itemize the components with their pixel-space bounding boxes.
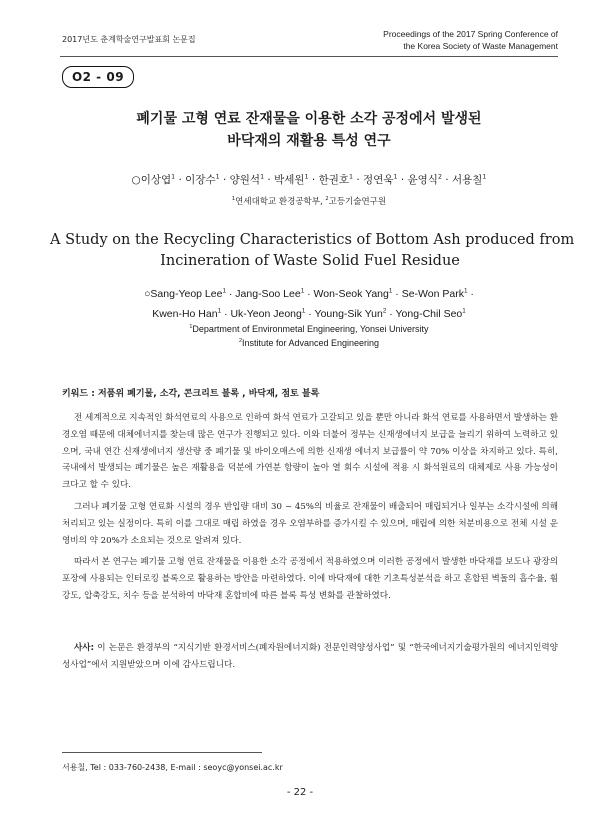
- korean-author-sup: 1: [171, 173, 176, 181]
- english-title: [50, 230, 575, 272]
- english-author-name: Se-Won Park: [401, 288, 464, 300]
- english-author-name: Won-Seok Yang: [313, 288, 389, 300]
- author-separator: ·: [308, 174, 319, 186]
- author-separator: ·: [175, 174, 186, 186]
- acknowledgement-label: 사사:: [74, 643, 95, 653]
- korean-authors: [60, 172, 558, 187]
- korean-author-name: 박세원: [274, 174, 305, 186]
- korean-author-name: 정연욱: [363, 174, 394, 186]
- english-authors-line2: [60, 304, 558, 324]
- english-title-line2: Incineration of Waste Solid Fuel Residue: [160, 253, 460, 269]
- english-author-sup: 1: [301, 307, 306, 315]
- korean-title-line2: 바닥재의 재활용 특성 연구: [227, 133, 391, 149]
- korean-author-sup: 1: [215, 173, 220, 181]
- korean-author-sup: 1: [393, 173, 398, 181]
- author-separator: ·: [386, 308, 396, 320]
- author-separator: ·: [264, 174, 275, 186]
- korean-affil1: 연세대학교 환경공학부,: [235, 197, 326, 207]
- korean-author-sup: 1: [349, 173, 354, 181]
- english-affil2: Institute for Advanced Engineering: [241, 338, 380, 348]
- english-affil1-sup: 1: [189, 324, 193, 330]
- english-title-line1: A Study on the Recycling Characteristics of Bottom Ash produced from: [50, 232, 575, 248]
- english-affiliations: [60, 322, 558, 350]
- running-header-right-line2: the Korea Society of Waste Management: [403, 41, 558, 51]
- english-author-name: Kwen-Ho Han: [152, 308, 218, 320]
- body-paragraph-1: 전 세계적으로 지속적인 화석연료의 사용으로 인하여 화석 연료가 고갈되고 있을 뿐만 아니라 화석 연료를 사용하면서 발생하는 환경오염 때문에 대체에너지를 찾는데 많은 연구가 진행되고 있다. 이와 더불어 정부는 신재생에너지 보급을 늘리기 위하여 노력하고 있으며, 국내 연간 신재생에너지 생산량 중 폐기물 및 바이오매스에 의한 신재생 에너지 보급률이 약 70% 이상을 차지하고 있다. 특히, 국내에서 발생되는 폐기물은 높은 재활용을 덕분에 가연분 함량이 높아 열 회수 시설에 적용 시 화석원료의 대체제로 사용 가능성이 크다고 할 수 있다.: [62, 413, 558, 491]
- acknowledgement: [62, 640, 558, 674]
- author-separator: ·: [353, 174, 364, 186]
- english-affil1: Department of Environmetal Engineering, Yonsei University: [192, 324, 429, 334]
- english-affil2-sup: 2: [238, 338, 242, 344]
- korean-author-name: ○이상엽: [131, 174, 172, 186]
- acknowledgement-text: 이 논문은 환경부의 “지식기반 환경서비스(폐자원에너지화) 전문인력양성사업” 및 “한국에너지기술평가원의 에너지인력양성사업”에서 지원받았으며 이에 감사드립니다.: [62, 643, 558, 670]
- keywords: 키워드 : 저품위 폐기물, 소각, 콘크리트 블록 , 바닥재, 점토 블록: [62, 389, 320, 399]
- english-author-sup: 1: [388, 287, 393, 295]
- session-badge: O2 - 09: [62, 66, 134, 88]
- english-author-name: Young-Sik Yun: [314, 308, 383, 320]
- author-separator: ·: [305, 308, 315, 320]
- korean-author-name: 서용칠: [451, 174, 483, 186]
- author-separator: ·: [392, 288, 402, 300]
- author-separator: ·: [467, 288, 474, 300]
- header-rule: [60, 56, 558, 57]
- corresponding-author-footnote: 서용칠, Tel : 033-760-2438, E-mail : seoyc@yonsei.ac.kr: [62, 763, 283, 772]
- english-author-sup: 1: [222, 287, 226, 295]
- korean-author-name: 한권호: [318, 174, 350, 186]
- author-separator: ·: [225, 288, 236, 300]
- author-separator: ·: [397, 174, 408, 186]
- korean-author-sup: 1: [482, 173, 487, 181]
- korean-author-name: 이장수: [185, 174, 216, 186]
- korean-author-sup: 2: [437, 173, 442, 181]
- page-number: - 22 -: [286, 787, 314, 798]
- body-paragraph-2: 그러나 폐기물 고형 연료화 시설의 경우 반입량 대비 30 ~ 45%의 비율로 잔재물이 배출되어 매립되거나 일부는 소각시설에 의해 처리되고 있는 실정이다. 특히 이를 그대로 매립 하였을 경우 오염부하를 증가시킬 수 있으며, 매립에 의한 처분비용으로 전체 시설 운영비의 약 20%가 소요되는 것으로 알려져 있다.: [62, 501, 558, 546]
- english-authors-line1: [60, 284, 558, 304]
- english-author-name: Yong-Chil Seo: [395, 308, 463, 320]
- english-authors: [60, 284, 558, 324]
- english-author-sup: 1: [463, 287, 468, 295]
- english-author-sup: 1: [217, 307, 222, 315]
- english-author-name: ○Sang-Yeop Lee: [144, 288, 223, 300]
- author-separator: ·: [441, 174, 452, 186]
- english-affil1-row: [60, 322, 558, 336]
- korean-affil1-sup: 1: [231, 196, 236, 203]
- english-author-sup: 2: [382, 307, 387, 315]
- korean-author-name: 윤영식: [407, 174, 438, 186]
- korean-title-line1: 폐기물 고형 연료 잔재물을 이용한 소각 공정에서 발생된: [136, 111, 482, 127]
- body-text: [62, 410, 558, 610]
- footnote-rule: [62, 752, 262, 753]
- korean-title: [60, 108, 558, 152]
- english-author-name: Uk-Yeon Jeong: [230, 308, 302, 320]
- english-author-name: Jang-Soo Lee: [235, 288, 301, 300]
- english-author-sup: 1: [462, 307, 466, 315]
- korean-author-sup: 1: [260, 173, 265, 181]
- korean-author-name: 양원석: [229, 174, 261, 186]
- korean-author-sup: 1: [304, 173, 309, 181]
- english-affil2-row: [60, 336, 558, 350]
- korean-affil2-sup: 2: [325, 196, 329, 203]
- author-separator: ·: [221, 308, 231, 320]
- running-header-right: [383, 28, 558, 52]
- running-header-right-line1: Proceedings of the 2017 Spring Conference of: [383, 29, 558, 39]
- korean-affil2: 고등기술연구원: [328, 197, 387, 207]
- author-separator: ·: [304, 288, 314, 300]
- body-paragraph-3: 따라서 본 연구는 폐기물 고형 연료 잔재물을 이용한 소각 공정에서 적용하였으며 이러한 공정에서 발생한 바닥재를 보도나 광장의 포장에 사용되는 인터로킹 블록으로 활용하는 방안을 마련하였다. 이에 바닥재에 대한 기초특성분석을 하고 혼합된 벽돌의 흡수율, 휨강도, 압축강도, 치수 등을 분석하여 바닥재 혼합비에 따른 블록 특성 변화를 관찰하였다.: [62, 557, 558, 601]
- author-separator: ·: [219, 174, 230, 186]
- running-header-left: 2017년도 춘계학술연구발표회 논문집: [62, 35, 196, 44]
- english-author-sup: 1: [300, 287, 305, 295]
- korean-affiliations: [60, 195, 558, 207]
